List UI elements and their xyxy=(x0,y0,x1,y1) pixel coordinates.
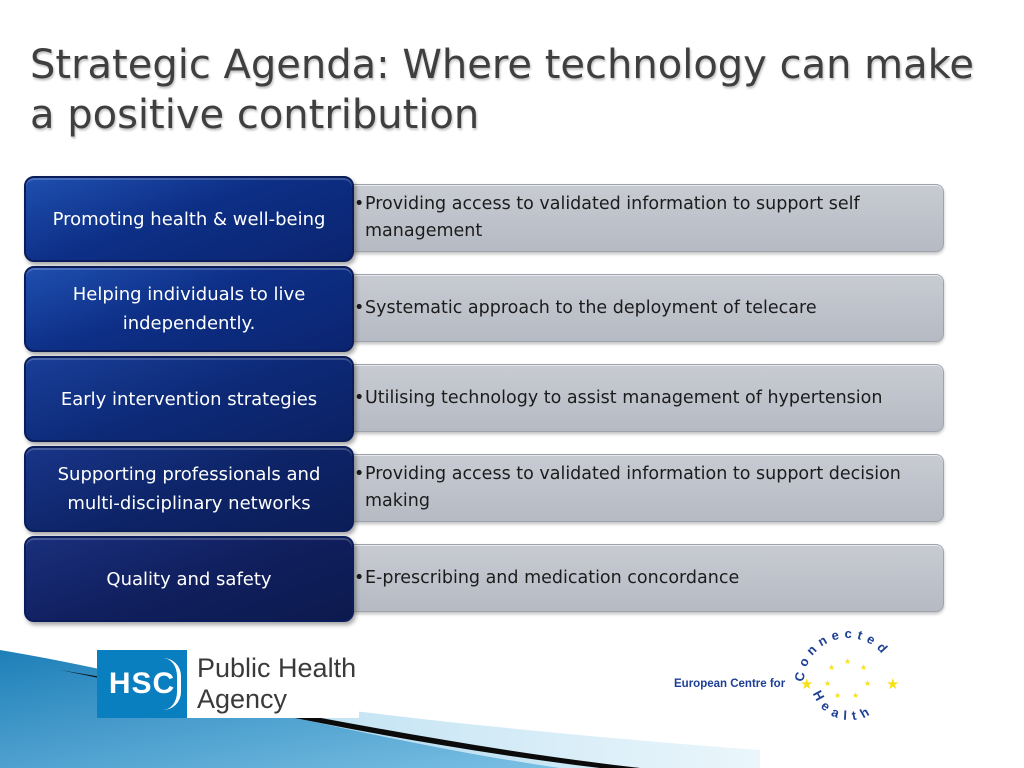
description-text: • Utilising technology to assist management of hypertension xyxy=(365,385,882,412)
svg-text:★: ★ xyxy=(852,691,860,700)
agenda-row xyxy=(24,176,948,262)
agenda-row xyxy=(24,356,948,442)
svg-text:★: ★ xyxy=(864,679,872,688)
description-box xyxy=(324,544,944,612)
description-box xyxy=(324,454,944,522)
description-box xyxy=(324,364,944,432)
hsc-logo-name xyxy=(197,653,356,715)
category-label: Helping individuals to live independently. xyxy=(72,284,306,334)
category-box xyxy=(24,356,354,442)
category-box xyxy=(24,536,354,622)
category-label: Early intervention strategies xyxy=(60,388,318,410)
agenda-rows xyxy=(24,176,948,626)
hsc-logo-line1: Public Health xyxy=(197,653,357,683)
description-text: • Providing access to validated information to support self management xyxy=(365,191,925,245)
european-centre-connected-health-logo xyxy=(672,622,907,720)
hsc-logo-mark: HSC xyxy=(97,650,187,718)
svg-text:★: ★ xyxy=(860,663,868,672)
agenda-row xyxy=(24,446,948,532)
svg-text:★: ★ xyxy=(834,691,842,700)
ecch-star-ring-icon xyxy=(790,622,907,720)
svg-text:★: ★ xyxy=(844,657,852,666)
hsc-public-health-agency-logo xyxy=(97,650,359,718)
category-label: Quality and safety xyxy=(106,568,272,590)
category-box xyxy=(24,446,354,532)
svg-text:Connected xyxy=(792,626,894,683)
agenda-row xyxy=(24,266,948,352)
description-text: • Providing access to validated information to support decision making xyxy=(365,461,925,515)
ecch-ring-top-text: Connected xyxy=(791,625,894,683)
description-text: • E-prescribing and medication concordance xyxy=(365,565,739,592)
svg-text:★: ★ xyxy=(828,663,836,672)
category-label: Supporting professionals and multi-disciplinary networks xyxy=(57,464,321,514)
category-box xyxy=(24,266,354,352)
ecch-logo-text: European Centre for xyxy=(674,678,786,690)
hsc-logo-line2: Agency xyxy=(197,684,288,714)
category-label: Promoting health & well-being xyxy=(52,208,326,230)
slide-title: Strategic Agenda: Where technology can make a positive contribution xyxy=(30,42,974,138)
ecch-ring-bottom-text: Health xyxy=(809,687,877,720)
description-box xyxy=(324,184,944,252)
agenda-row xyxy=(24,536,948,622)
svg-text:★: ★ xyxy=(824,679,832,688)
svg-text:★: ★ xyxy=(886,675,900,693)
svg-text:Health xyxy=(810,688,877,720)
category-box xyxy=(24,176,354,262)
description-text: • Systematic approach to the deployment of telecare xyxy=(365,295,817,322)
svg-text:★: ★ xyxy=(800,675,814,693)
description-box xyxy=(324,274,944,342)
